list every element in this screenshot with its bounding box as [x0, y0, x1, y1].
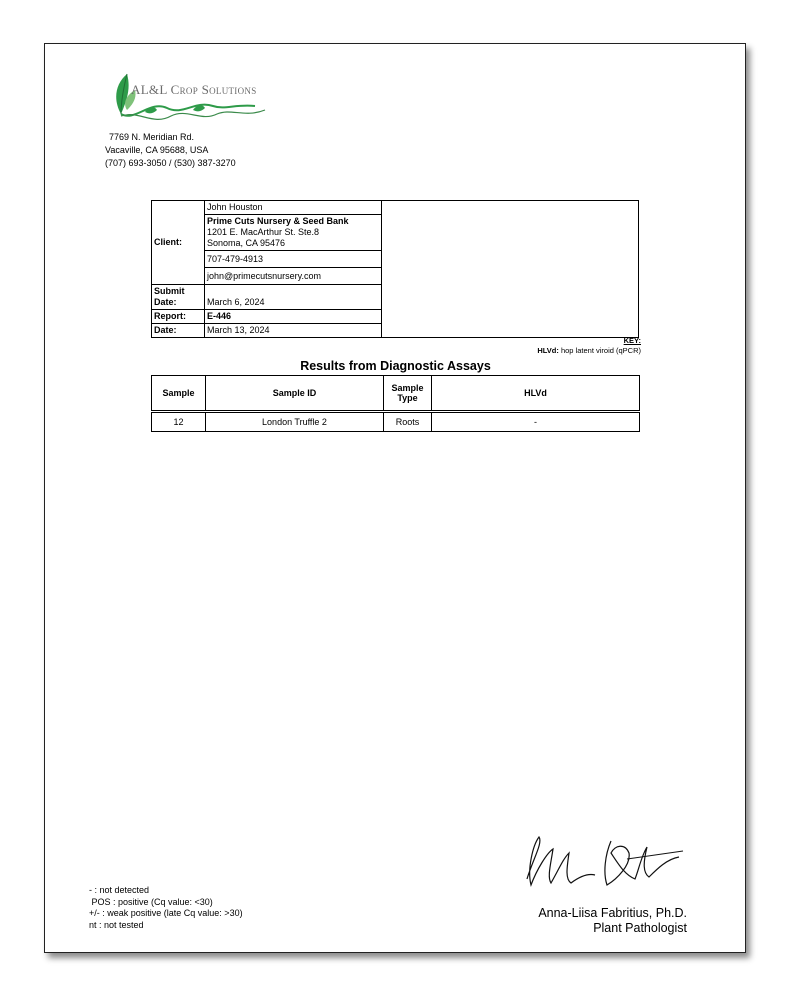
client-phone: 707-479-4913: [205, 251, 382, 268]
results-header-row: [152, 376, 640, 412]
cell-hlvd: -: [432, 412, 640, 432]
address-line-2: Vacaville, CA 95688, USA: [105, 145, 209, 155]
key-title: KEY:: [623, 336, 641, 345]
company-name: AL&L Crop Solutions: [131, 82, 257, 97]
client-street: 1201 E. MacArthur St. Ste.8: [207, 227, 320, 237]
legend-item: - : not detected: [89, 885, 150, 895]
submit-date: March 6, 2024: [205, 285, 382, 310]
results-table: [151, 375, 640, 432]
submit-label-line2: Date:: [154, 297, 177, 307]
header-sample: Sample: [152, 376, 206, 412]
header-sample-type-line2: Type: [397, 393, 418, 403]
client-city: Sonoma, CA 95476: [207, 238, 286, 248]
key-text: hop latent viroid (qPCR): [558, 346, 641, 355]
address-line-1: 7769 N. Meridian Rd.: [109, 132, 195, 142]
report-date: March 13, 2024: [205, 324, 382, 338]
result-legend: [89, 885, 243, 931]
header-sample-id: Sample ID: [206, 376, 384, 412]
table-row: [152, 412, 640, 432]
client-address-cell: [205, 215, 382, 251]
blank-panel: [382, 201, 639, 338]
legend-item: POS : positive (Cq value: <30): [89, 896, 213, 907]
cell-sample-id: London Truffle 2: [206, 412, 384, 432]
header-hlvd: HLVd: [432, 376, 640, 412]
report-date-label: Date:: [152, 324, 205, 338]
signer-title: Plant Pathologist: [593, 921, 687, 935]
key-entry: [511, 346, 641, 356]
company-logo: [105, 70, 275, 132]
report-page: [44, 43, 746, 953]
header-sample-type: [384, 376, 432, 412]
header-sample-type-line1: Sample: [391, 383, 424, 393]
client-label: Client:: [152, 201, 205, 285]
company-address: [105, 131, 236, 170]
signer-block: [485, 906, 687, 936]
cell-sample-type: Roots: [384, 412, 432, 432]
results-title: Results from Diagnostic Assays: [300, 359, 491, 373]
key-abbr: HLVd:: [537, 346, 559, 355]
submit-date-label: [152, 285, 205, 310]
legend-item: +/- : weak positive (late Cq value: >30): [89, 908, 243, 918]
client-email: john@primecutsnursery.com: [205, 268, 382, 285]
contact-name: John Houston: [205, 201, 382, 215]
signer-name: Anna-Liisa Fabritius, Ph.D.: [538, 906, 687, 920]
key-box: [511, 336, 641, 356]
cell-sample: 12: [152, 412, 206, 432]
submit-label-line1: Submit: [154, 286, 185, 296]
report-label: Report:: [152, 310, 205, 324]
signature: [507, 829, 687, 899]
report-id: E-446: [205, 310, 382, 324]
company-phones: (707) 693-3050 / (530) 387-3270: [105, 158, 236, 168]
legend-item: nt : not tested: [89, 919, 144, 930]
client-info-table: [151, 200, 639, 338]
business-name: Prime Cuts Nursery & Seed Bank: [207, 216, 349, 226]
